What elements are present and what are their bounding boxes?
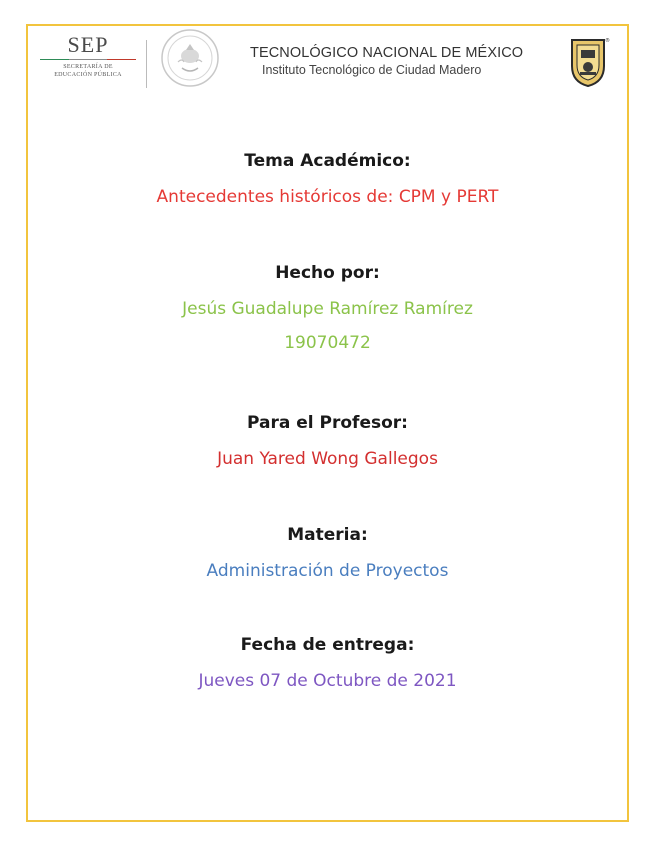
section-subject (26, 524, 629, 582)
institution-name (250, 44, 540, 78)
section-topic-value: Antecedentes históricos de: CPM y PERT (156, 187, 499, 207)
section-topic-label: Tema Académico: (244, 151, 411, 171)
institution-title: TECNOLÓGICO NACIONAL DE MÉXICO (250, 45, 524, 61)
section-author (26, 262, 629, 354)
header-divider (146, 40, 147, 88)
section-due-date-value: Jueves 07 de Octubre de 2021 (198, 671, 457, 691)
section-due-date (26, 634, 629, 692)
sep-logo-rule (40, 59, 136, 60)
svg-text:®: ® (605, 38, 610, 44)
sep-logo-title: SEP (67, 32, 109, 57)
section-professor-value: Juan Yared Wong Gallegos (217, 449, 438, 469)
coat-of-arms-seal-icon (160, 28, 220, 88)
section-subject-value: Administración de Proyectos (206, 561, 449, 581)
sep-logo-subtitle-2: EDUCACIÓN PÚBLICA (54, 72, 122, 78)
section-topic (26, 150, 629, 208)
section-due-date-label: Fecha de entrega: (240, 635, 415, 655)
section-author-label: Hecho por: (275, 263, 380, 283)
sep-logo (36, 34, 140, 79)
itcm-shield-logo-icon (568, 36, 608, 88)
section-author-id: 19070472 (284, 333, 371, 353)
section-author-name: Jesús Guadalupe Ramírez Ramírez (182, 299, 473, 319)
section-professor-label: Para el Profesor: (247, 413, 408, 433)
sep-logo-subtitle-1: SECRETARÍA DE (63, 64, 113, 70)
institution-subtitle: Instituto Tecnológico de Ciudad Madero (262, 63, 482, 77)
section-professor (26, 412, 629, 470)
document-header (0, 0, 655, 110)
section-subject-label: Materia: (287, 525, 368, 545)
